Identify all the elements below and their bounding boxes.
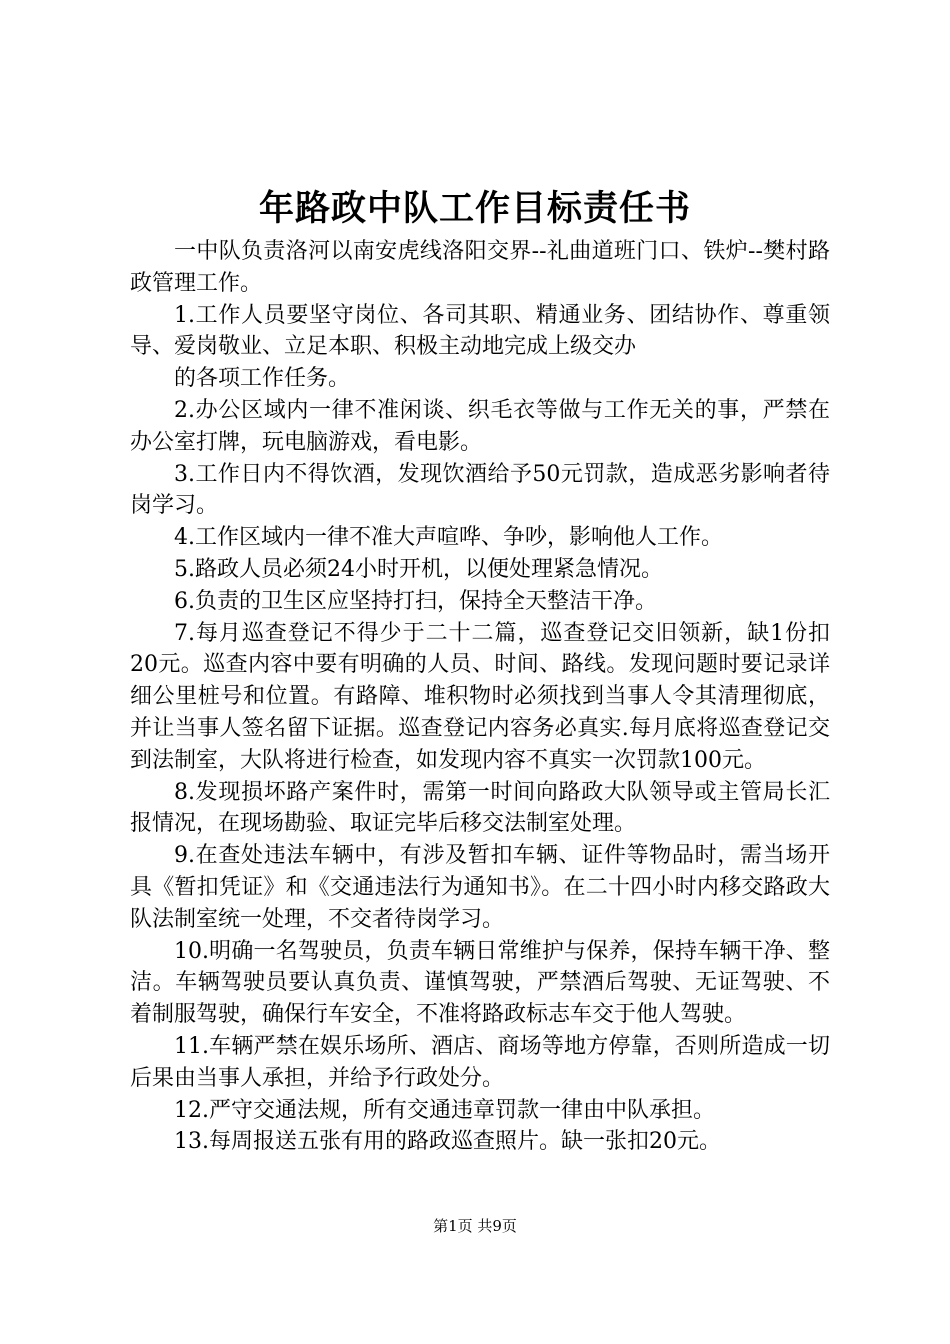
paragraph-intro: 一中队负责洛河以南安虎线洛阳交界--礼曲道班门口、铁炉--樊村路政管理工作。 [130, 239, 830, 296]
paragraph-item-1-continued: 的各项工作任务。 [174, 366, 351, 392]
document-title: 年路政中队工作目标责任书 [258, 188, 691, 229]
document-body [130, 236, 830, 1158]
paragraph-item-9: 9.在查处违法车辆中，有涉及暂扣车辆、证件等物品时，需当场开具《暂扣凭证》和《交通违法行为通知书》。在二十四小时内移交路政大队法制室统一处理，不交者待岗学习。 [130, 843, 830, 932]
paragraph-item-7: 7.每月巡查登记不得少于二十二篇，巡查登记交旧领新，缺1份扣20元。巡查内容中要有明确的人员、时间、路线。发现问题时要记录详细公里桩号和位置。有路障、堆积物时必须找到当事人令其清理彻底，并让当事人签名留下证据。巡查登记内容务必真实.每月底将巡查登记交到法制室，大队将进行检查，如发现内容不真实一次罚款100元。 [130, 620, 830, 773]
paragraph-item-2: 2.办公区域内一律不准闲谈、织毛衣等做与工作无关的事，严禁在办公室打牌，玩电脑游戏，看电影。 [130, 397, 830, 455]
paragraph-item-8: 8.发现损坏路产案件时，需第一时间向路政大队领导或主管局长汇报情况，在现场勘验、取证完毕后移交法制室处理。 [130, 779, 830, 837]
paragraph-item-12: 12.严守交通法规，所有交通违章罚款一律由中队承担。 [174, 1097, 715, 1123]
page-footer: 第1页 共9页 [433, 1217, 517, 1235]
paragraph-item-4: 4.工作区域内一律不准大声喧哗、争吵，影响他人工作。 [174, 525, 723, 551]
paragraph-item-1: 1.工作人员要坚守岗位、各司其职、精通业务、团结协作、尊重领导、爱岗敬业、立足本职、积极主动地完成上级交办 [130, 302, 830, 360]
paragraph-item-5: 5.路政人员必须24小时开机，以便处理紧急情况。 [174, 556, 663, 582]
paragraph-item-6: 6.负责的卫生区应坚持打扫，保持全天整洁干净。 [174, 588, 657, 614]
paragraph-item-3: 3.工作日内不得饮酒，发现饮酒给予50元罚款，造成恶劣影响者待岗学习。 [130, 461, 830, 519]
paragraph-item-10: 10.明确一名驾驶员，负责车辆日常维护与保养，保持车辆干净、整洁。车辆驾驶员要认真负责、谨慎驾驶，严禁酒后驾驶、无证驾驶、不着制服驾驶，确保行车安全，不准将路政标志车交于他人驾驶。 [130, 938, 830, 1028]
paragraph-item-11: 11.车辆严禁在娱乐场所、酒店、商场等地方停靠，否则所造成一切后果由当事人承担，并给予行政处分。 [130, 1033, 830, 1091]
paragraph-item-13: 13.每周报送五张有用的路政巡查照片。缺一张扣20元。 [174, 1129, 721, 1155]
